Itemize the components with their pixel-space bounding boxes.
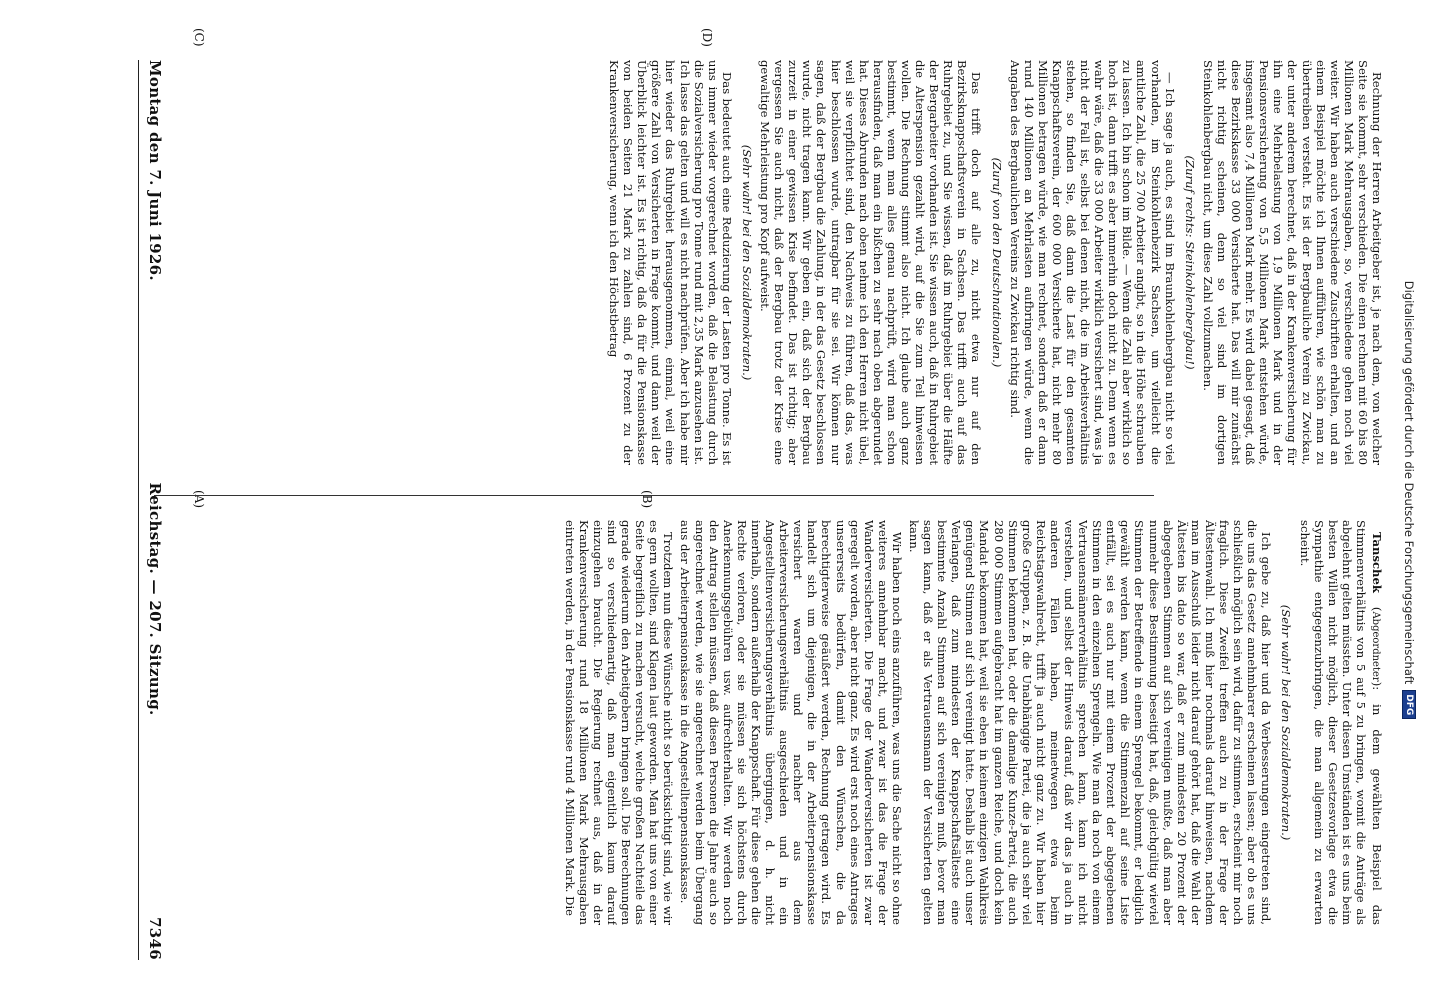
speaker-note: Abgeordneter xyxy=(1370,611,1381,682)
header-rule xyxy=(138,60,139,960)
page-number: 7346 xyxy=(146,917,164,960)
paragraph: Das bedeutet auch eine Reduzierung der Lasten pro Tonne. Es ist uns immer wieder vorgerechnet worden, daß die Belastung durch die Sozialversicherung pro Tonne rund mit 2,35 Mark anzusehen ist. Ich lasse das gelten und will es nicht nachprüfen. Aber ich habe mir hier wieder das Ruhrgebiet herausgenommen, einmal, weil eine größere Zahl von Versicherten in Frage kommt, und dann weil der Überblick leichter ist. Es ist richtig, daß da für die Pensionskasse von beiden Seiten 21 Mark zu zahlen sind, 6 Prozent zu der Krankenversicherung, wenn ich den Höchstbetrag xyxy=(607,60,734,465)
left-column xyxy=(184,520,1384,925)
interjection: (Sehr wahr! bei den Sozialdemokraten.) xyxy=(739,144,754,381)
session-title: Reichstag. — 207. Sitzung. xyxy=(146,482,164,716)
dfg-logo: DFG xyxy=(1402,690,1416,719)
margin-marker-c: (C) xyxy=(192,28,206,47)
interjection: (Zuruf von den Deutschnationalen.) xyxy=(989,157,1004,368)
digitization-notice xyxy=(1389,20,1429,980)
paragraph: Ich gebe zu, daß hier und da Verbesserungen eingetreten sind, die uns das Gesetz annehmbarer erscheinen lassen; aber ob es uns schließlich möglich sein wird, dafür zu stimmen, erscheint mir noch fraglich. Diese Zweifel treffen auch zu in der Frage der Ältestenwahl. Ich muß hier nochmals darauf hinweisen, nachdem man im Ausschuß leider nicht darauf gehört hat, daß die Wahl der Ältesten bis dato so war, daß er zum mindesten 20 Prozent der abgegebenen Stimmen auf sich vereinigen mußte, daß man aber nunmehr diese Bestimmung beseitigt hat, daß, gleichgültig wieviel Stimmen der Betreffende in einem Sprengel bekommt, er lediglich gewählt werden kann, wenn die Stimmenzahl auf seine Liste entfällt, sei es auch nur mit einem Prozent der abgegebenen Stimmen in den einzelnen Sprengeln. Wie man da noch von einem Vertrauensmännerverhältnis sprechen kann, kann ich nicht verstehen, und selbst der Hinweis darauf, daß wir das ja auch in anderen Fällen haben, meinetwegen etwa beim Reichstagswahlrecht, trifft ja auch nicht ganz zu. Wir haben hier große Gruppen, z. B. die Unabhängige Partei, die ja auch sehr viel Stimmen bekommen hat, oder die damalige Kunze-Partei, die auch 280 000 Stimmen aufgebracht hat im ganzen Reiche, und doch kein Mandat bekommen hat, weil sie eben in keinem einzigen Wahlkreis genügend Stimmen auf sich vereinigt hatte. Deshalb ist auch unser Verlangen, daß zum mindesten der Knappschaftsälteste eine bestimmte Anzahl Stimmen auf sich vereinigen muß, bevor man sagen kann, daß er als Vertrauensmann der Versicherten gelten kann. xyxy=(907,520,1274,925)
interjection: (Sehr wahr! bei den Sozialdemokraten.) xyxy=(1279,604,1294,841)
paragraph: — Ich sage ja auch, es sind im Braunkohlenbergbau nicht so viel vorhanden, im Steinkohlenbezirk Sachsen, um vielleicht die amtliche Zahl, die 25 700 Arbeiter angibt, so in die Höhe schrauben zu lassen. Ich bin schon im Bilde. — Wenn die Zahl aber wirklich so hoch ist, dann trifft es aber immerhin doch nicht zu. Denn wenn es wahr wäre, daß die 33 000 Arbeiter wirklich versichert sind, was ja nicht der Fall ist, selbst bei denen nicht, die im Arbeitsverhältnis stehen, so finden Sie, daß dann die Last für den gesamten Knappschaftsverein, der 600 000 Versicherte hat, nicht mehr 80 Millionen betragen würde, wie man rechnet, sondern daß er dann rund 140 Millionen an Mehrlasten aufbringen würde, wenn die Angaben des Bergbaulichen Vereins zu Zwickau richtig sind. xyxy=(1007,60,1177,465)
paragraph: Wir haben noch eins anzuführen, was uns die Sache nicht so ohne weiteres annehmbar macht, und zwar ist das die Frage der Wanderversicherten. Die Frage der Wanderversicherten ist zwar geregelt worden, aber nicht ganz. Es wird erst noch eines Antrages unsererseits bedürfen, damit den Wünschen, die da berechtigterweise geäußert werden, Rechnung getragen wird. Es handelt sich um diejenigen, die in der Arbeiterpensionskasse versichert waren und nachher aus dem Arbeiterversicherungsverhältnis ausgeschieden und in ein Angestelltenversicherungsverhältnis übergingen, d. h. nicht innerhalb, sondern außerhalb der Knappschaft. Für diese gehen die Rechte verloren, oder sie müssen sie sich höchstens durch Anerkennungsgebühren usw. aufrechterhalten. Wir werden noch den Antrag stellen müssen, daß diesen Personen die Jahre auch so angerechnet werden, wie sie angerechnet werden beim Übergang aus der Arbeiterpensionskasse in die Angestelltenpensionskasse. xyxy=(678,520,904,925)
column-divider xyxy=(154,495,1154,496)
paragraph: Trotzdem nun diese Wünsche nicht so berücksichtigt sind, wie wir es gern wollten, sind Klagen laut geworden. Man hat uns von einer Seite begreiflich zu machen versucht, welche großen Nachteile das gerade wiederum den Arbeitgebern bringen soll. Die Berechnungen sind so verschiedenartig, daß man eigentlich kaum darauf einzugehen braucht. Die Regierung rechnet aus, daß in der Krankenversicherung rund 18 Millionen Mark Mehrausgaben eintreten werden, in der Pensionskasse rund 4 Millionen Mark. Die xyxy=(562,520,676,925)
paragraph-text: in dem gewählten Beispiel das Stimmenverhältnis von 5 auf 5 zu bringen, womit die Anträge als abgelehnt gelten müssten. Unter diesen Umständen ist es uns beim besten Willen nicht möglich, dieser Gesetzesvorlage etwa die Sympathie entgegenzubringen, die man allgemein zu erwarten scheint. xyxy=(1297,520,1384,925)
margin-marker-a: (A) xyxy=(192,490,206,509)
margin-marker-b: (B) xyxy=(640,490,654,509)
paragraph: Das trifft doch auf alle zu, nicht etwa nur auf den Bezirksknappschaftsverein in Sachsen. Das trifft auch auf das Ruhrgebiet zu, und Sie wissen, daß im Ruhrgebiet über die Hälfte der Bergarbeiter vorhanden ist. Sie wissen auch, daß in Ruhrgebiet die Alterspension gezahlt wird, auf die Sie zum Teil hinweisen wollen. Die Rechnung stimmt also nicht. Ich glaube auch ganz bestimmt, wenn man alles genau nachprüft, wird man schon herausfinden, daß man ein bißchen zu sehr nach oben abgerundet hat. Dieses Abrunden nach oben nehme ich den Herren nicht übel, weil sie verpflichtet sind, den Nachweis zu führen, daß das, was hier beschlossen wurde, untragbar für sie sei. Wir können nur sagen, daß der Bergbau die Zahlung, in der das Gesetz beschlossen wurde, nicht tragen kann. Wir geben ein, daß sich der Bergbau zurzeit in einer gewissen Krise befindet. Das ist richtig; aber vergessen Sie auch nicht, daß der Bergbau trotz der Krise eine gewaltige Mehrleistung pro Kopf aufweist. xyxy=(758,60,984,465)
margin-marker-d: (D) xyxy=(700,28,714,47)
interjection: (Zuruf rechts: Steinkohlenbergbau!) xyxy=(1182,155,1197,370)
page-header xyxy=(141,60,169,960)
speaker-name: Tanschek xyxy=(1370,532,1384,593)
paragraph: Tanschek (Abgeordneter): in dem gewählten Beispiel das Stimmenverhältnis von 5 auf 5 zu bringen, womit die Anträge als abgelehnt gelten müssten. Unter diesen Umständen ist es uns beim besten Willen nicht möglich, dieser Gesetzesvorlage etwa die Sympathie entgegenzubringen, die man allgemein zu erwarten scheint. xyxy=(1297,520,1384,925)
right-column xyxy=(184,60,1384,465)
paragraph: Rechnung der Herren Arbeitgeber ist, je nach dem, von welcher Seite sie kommt, sehr verschieden. Die einen rechnen mit 60 bis 80 Millionen Mark Mehrausgaben, so, verschiedene gehen noch viel weiter. Wir haben auch verschiedene Zuschriften erhalten, und an einem Beispiel möchte ich Ihnen aufführen, wie schön man zu übertreiben versteht. Es ist der Bergbauliche Verein zu Zwickau, der unter anderem berechnet, daß in der Krankenversicherung für ihn eine Mehrbelastung von 1,9 Millionen Mark und in der Pensionsversicherung von 5,5 Millionen Mark entstehen würde, insgesamt also 7,4 Millionen Mark mehr. Es wird dabei gesagt, daß diese Bezirkskasse 33 000 Versicherte hat. Das will mir zunächst nicht richtig scheinen, denn so viel sind im dortigen Steinkohlenbergbau nicht, um diese Zahl vollzumachen. xyxy=(1200,60,1384,465)
page-date: Montag den 7. Juni 1926. xyxy=(146,60,164,281)
digitization-notice-text: Digitalisierung gefördert durch die Deutsche Forschungsgemeinschaft xyxy=(1402,280,1416,685)
